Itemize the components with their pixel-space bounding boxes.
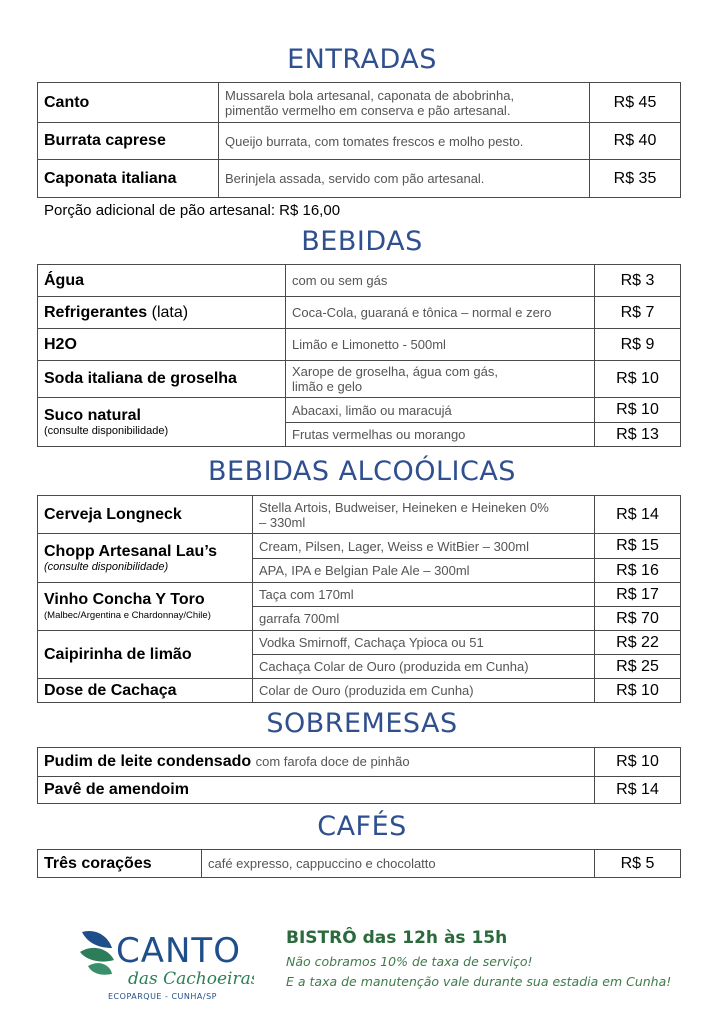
desc-line: limão e gelo bbox=[292, 379, 363, 394]
table-row bbox=[38, 329, 681, 361]
item-price: R$ 35 bbox=[590, 160, 681, 198]
item-note: (Malbec/Argentina e Chardonnay/Chile) bbox=[44, 610, 211, 621]
item-name-suffix: (lata) bbox=[151, 303, 189, 321]
table-row bbox=[38, 748, 681, 777]
table-row bbox=[38, 398, 681, 423]
item-name bbox=[38, 297, 286, 329]
desc-line: Stella Artois, Budweiser, Heineken e Heineken 0% bbox=[259, 499, 549, 515]
item-description: Cachaça Colar de Ouro (produzida em Cunha) bbox=[253, 655, 595, 679]
item-description: Colar de Ouro (produzida em Cunha) bbox=[253, 679, 595, 703]
item-description: com ou sem gás bbox=[286, 265, 595, 297]
item-name: Soda italiana de groselha bbox=[38, 361, 286, 398]
table-row bbox=[38, 160, 681, 198]
bebidas-table bbox=[37, 264, 681, 447]
item-price: R$ 22 bbox=[595, 631, 681, 655]
item-price: R$ 14 bbox=[595, 496, 681, 534]
item-name-text: Suco natural bbox=[44, 406, 141, 424]
footer-info bbox=[286, 928, 671, 992]
item-price: R$ 10 bbox=[595, 361, 681, 398]
item-description: café expresso, cappuccino e chocolatto bbox=[202, 850, 595, 878]
item-description: Taça com 170ml bbox=[253, 583, 595, 607]
item-name bbox=[38, 534, 253, 583]
item-name: Canto bbox=[38, 83, 219, 123]
item-price: R$ 16 bbox=[595, 559, 681, 583]
item-description: Queijo burrata, com tomates frescos e molho pesto. bbox=[219, 123, 590, 160]
item-description bbox=[286, 361, 595, 398]
item-price: R$ 17 bbox=[595, 583, 681, 607]
table-row bbox=[38, 583, 681, 607]
table-row bbox=[38, 83, 681, 123]
bread-note: Porção adicional de pão artesanal: R$ 16,00 bbox=[44, 202, 341, 219]
logo-sub-text: ECOPARQUE - CUNHA/SP bbox=[108, 992, 217, 1001]
alcoolicas-table bbox=[37, 495, 681, 703]
item-price: R$ 10 bbox=[595, 748, 681, 777]
item-description: Frutas vermelhas ou morango bbox=[286, 423, 595, 447]
desc-line: Xarope de groselha, água com gás, bbox=[292, 364, 498, 379]
item-name-text: Refrigerantes bbox=[44, 303, 148, 321]
desc-line: Mussarela bola artesanal, caponata de abobrinha, bbox=[225, 87, 515, 103]
table-row bbox=[38, 361, 681, 398]
service-fee-note: Não cobramos 10% de taxa de serviço! bbox=[286, 954, 533, 969]
table-row bbox=[38, 777, 681, 804]
logo-script-text: das Cachoeiras bbox=[128, 969, 254, 989]
item-price: R$ 13 bbox=[595, 423, 681, 447]
item-name-text: Chopp Artesanal Lau’s bbox=[44, 542, 218, 560]
item-name: Água bbox=[38, 265, 286, 297]
leaf-icon bbox=[78, 926, 254, 1002]
table-row bbox=[38, 265, 681, 297]
maintenance-fee-note: E a taxa de manutenção vale durante sua estadia em Cunha! bbox=[286, 974, 672, 989]
item-name: Pavê de amendoim bbox=[38, 777, 595, 804]
item-note: (consulte disponibilidade) bbox=[44, 560, 169, 573]
item-description: Limão e Limonetto - 500ml bbox=[286, 329, 595, 361]
entradas-table bbox=[37, 82, 681, 198]
table-row bbox=[38, 850, 681, 878]
item-name: Caipirinha de limão bbox=[38, 631, 253, 679]
item-description: com farofa doce de pinhão bbox=[255, 754, 410, 769]
section-title-entradas: ENTRADAS bbox=[287, 44, 437, 75]
table-row bbox=[38, 123, 681, 160]
item-price: R$ 10 bbox=[595, 679, 681, 703]
cafes-table bbox=[37, 849, 681, 878]
table-row bbox=[38, 496, 681, 534]
item-name-text: Vinho Concha Y Toro bbox=[44, 591, 205, 608]
item-name: H2O bbox=[38, 329, 286, 361]
table-row bbox=[38, 297, 681, 329]
section-title-cafes: CAFÉS bbox=[317, 811, 407, 842]
sobremesas-table bbox=[37, 747, 681, 804]
section-title-bebidas: BEBIDAS bbox=[301, 226, 423, 257]
item-price: R$ 40 bbox=[590, 123, 681, 160]
item-name: Burrata caprese bbox=[38, 123, 219, 160]
canto-das-cachoeiras-logo bbox=[78, 926, 254, 1002]
item-price: R$ 15 bbox=[595, 534, 681, 559]
bistro-hours: BISTRÔ das 12h às 15h bbox=[286, 928, 508, 948]
item-name bbox=[38, 583, 253, 631]
logo-main-text: CANTO bbox=[116, 931, 241, 971]
item-description: Cream, Pilsen, Lager, Weiss e WitBier – 300ml bbox=[253, 534, 595, 559]
item-price: R$ 45 bbox=[590, 83, 681, 123]
item-description: Berinjela assada, servido com pão artesanal. bbox=[219, 160, 590, 198]
table-row bbox=[38, 534, 681, 559]
item-description bbox=[253, 496, 595, 534]
item-name bbox=[38, 748, 595, 777]
desc-line: – 330ml bbox=[259, 514, 306, 530]
item-name: Cerveja Longneck bbox=[38, 496, 253, 534]
item-description: Vodka Smirnoff, Cachaça Ypioca ou 51 bbox=[253, 631, 595, 655]
table-row bbox=[38, 679, 681, 703]
item-name-text: Pudim de leite condensado bbox=[44, 753, 252, 770]
item-price: R$ 10 bbox=[595, 398, 681, 423]
item-price: R$ 25 bbox=[595, 655, 681, 679]
desc-line: pimentão vermelho em conserva e pão artesanal. bbox=[225, 102, 511, 118]
item-price: R$ 14 bbox=[595, 777, 681, 804]
item-price: R$ 5 bbox=[595, 850, 681, 878]
item-name: Dose de Cachaça bbox=[38, 679, 253, 703]
section-title-sobremesas: SOBREMESAS bbox=[266, 708, 458, 739]
item-price: R$ 7 bbox=[595, 297, 681, 329]
item-description bbox=[219, 83, 590, 123]
item-name: Caponata italiana bbox=[38, 160, 219, 198]
item-name bbox=[38, 398, 286, 447]
section-title-alcoolicas: BEBIDAS ALCOÓLICAS bbox=[208, 456, 516, 487]
item-price: R$ 3 bbox=[595, 265, 681, 297]
item-description: Abacaxi, limão ou maracujá bbox=[286, 398, 595, 423]
item-name: Três corações bbox=[38, 850, 202, 878]
item-price: R$ 9 bbox=[595, 329, 681, 361]
table-row bbox=[38, 631, 681, 655]
item-note: (consulte disponibilidade) bbox=[44, 424, 169, 437]
item-description: APA, IPA e Belgian Pale Ale – 300ml bbox=[253, 559, 595, 583]
item-description: Coca-Cola, guaraná e tônica – normal e zero bbox=[286, 297, 595, 329]
item-price: R$ 70 bbox=[595, 607, 681, 631]
item-description: garrafa 700ml bbox=[253, 607, 595, 631]
